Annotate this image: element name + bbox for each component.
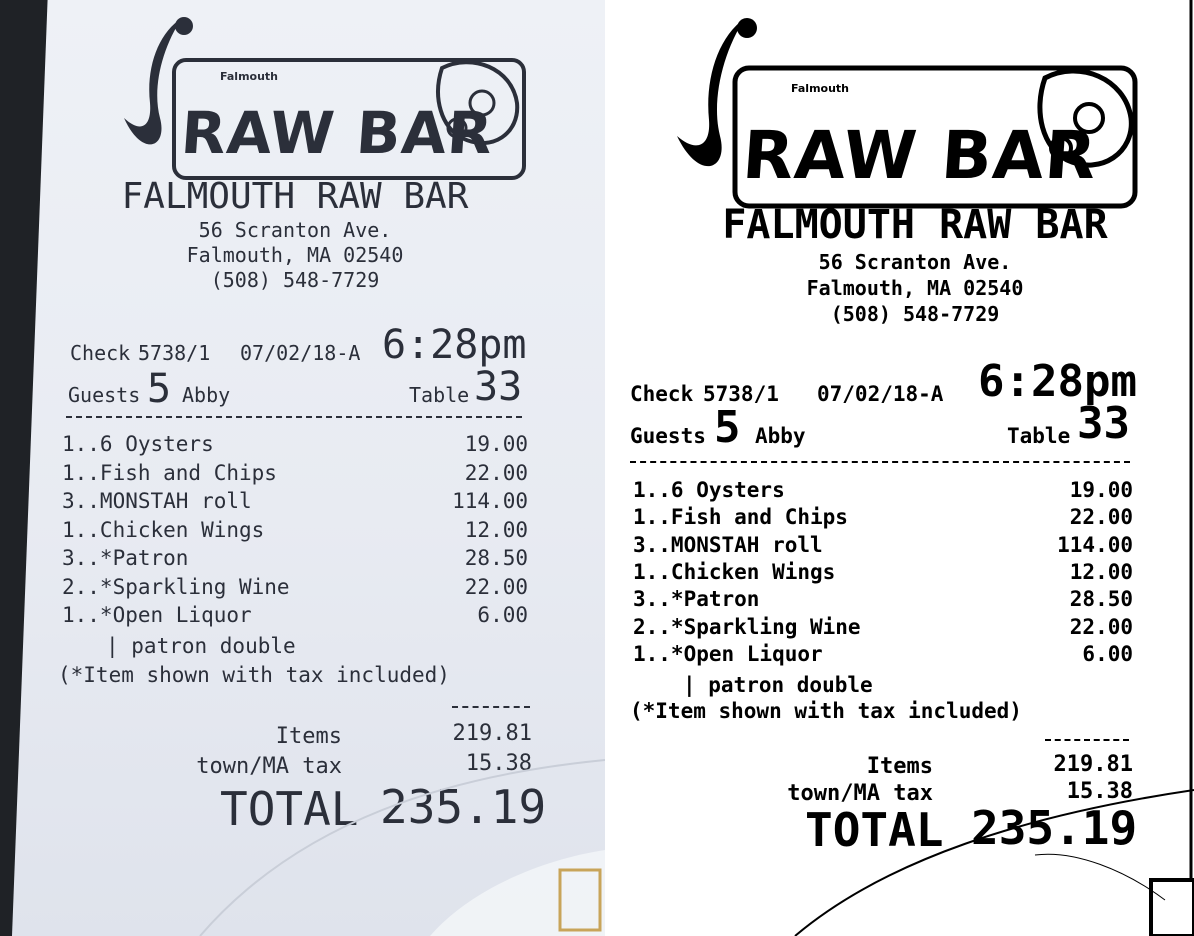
receipt-scan-panel [605,0,1194,936]
line-item-amount: 22.00 [1069,505,1133,530]
logo-big-text: RAW BAR [178,99,496,167]
business-name: FALMOUTH RAW BAR [722,202,1108,248]
receipt-scan [605,0,1194,936]
line-item-amount: 12.00 [1069,559,1133,584]
line-item-description: 3..MONSTAH roll [62,489,252,513]
line-item-description: 1..6 Oysters [633,478,785,502]
phone-number: (508) 548-7729 [210,268,380,292]
address-line2: Falmouth, MA 02540 [186,243,404,267]
items-amount: 219.81 [452,721,532,746]
line-item [62,575,528,599]
items-amount: 219.81 [1053,752,1133,777]
line-item-description: 1..6 Oysters [62,432,214,456]
server-name: Abby [182,383,231,407]
line-item-amount: 19.00 [1069,478,1133,502]
line-item-description: 3..*Patron [633,587,760,612]
table-number: 33 [474,364,523,410]
line-item-amount: 114.00 [452,489,528,513]
mermaid-lobster-logo-icon [665,10,1145,210]
total-label: TOTAL [805,803,944,857]
check-time: 6:28pm [978,356,1137,407]
separator-line [66,416,522,418]
line-item-amount: 6.00 [1082,641,1133,666]
guests-label: Guests [68,383,141,407]
line-item-description: 1..*Open Liquor [62,603,252,627]
table-number: 33 [1077,398,1130,449]
tax-note: (*Item shown with tax included) [630,699,1022,723]
line-item [633,642,1133,666]
line-item [633,587,1133,611]
line-item [633,478,1133,502]
total-label: TOTAL [220,782,359,836]
line-item-amount: 22.00 [464,460,528,485]
tax-label: town/MA tax [196,754,342,779]
separator-line [630,461,1130,463]
guests-count: 5 [714,402,741,453]
business-name: FALMOUTH RAW BAR [121,176,469,217]
line-item [62,546,528,570]
logo-small-text: Falmouth [791,82,850,95]
line-item-description: 2..*Sparkling Wine [633,614,861,639]
subtotal-separator [1045,739,1129,741]
guests-count: 5 [147,366,172,412]
line-item-amount: 28.50 [464,546,528,570]
check-number: 5738/1 [703,382,779,406]
line-item-amount: 19.00 [464,432,528,456]
check-date: 07/02/18-A [817,382,944,406]
line-item-description: 1..*Open Liquor [633,641,823,666]
table-label: Table [1007,424,1071,448]
tax-label: town/MA tax [787,781,933,806]
line-item-amount: 114.00 [1057,532,1133,557]
check-time: 6:28pm [382,322,527,368]
line-item [62,461,528,485]
line-item-amount: 22.00 [464,574,528,599]
phone-number: (508) 548-7729 [830,302,1000,326]
line-item [633,615,1133,639]
line-item [633,560,1133,584]
line-item-amount: 28.50 [1069,587,1133,612]
tax-amount: 15.38 [465,751,532,776]
items-label: Items [275,724,342,749]
item-note: | patron double [106,634,296,658]
line-item [62,432,528,456]
guests-label: Guests [630,424,706,448]
line-item-amount: 12.00 [464,517,528,542]
check-label: Check [630,382,694,406]
items-label: Items [866,754,933,779]
address-line1: 56 Scranton Ave. [818,250,1012,274]
subtotal-separator [452,706,530,708]
address-line2: Falmouth, MA 02540 [806,276,1024,300]
line-item-description: 3..MONSTAH roll [633,532,823,557]
line-item-description: 1..Fish and Chips [62,460,277,485]
check-date: 07/02/18-A [240,341,361,365]
raw-bar-logo [112,8,532,183]
tax-note: (*Item shown with tax included) [58,663,450,687]
total-amount: 235.19 [380,780,547,834]
line-item-description: 1..Chicken Wings [633,559,836,584]
mermaid-lobster-logo-icon [112,8,532,183]
line-item [62,603,528,627]
raw-bar-logo [665,10,1145,210]
line-item-description: 3..*Patron [62,546,189,570]
line-item-description: 1..Fish and Chips [633,505,848,530]
check-number: 5738/1 [138,341,211,365]
line-item-amount: 22.00 [1069,614,1133,639]
total-amount: 235.19 [971,801,1138,855]
logo-big-text: RAW BAR [740,117,1100,194]
line-item-description: 1..Chicken Wings [62,517,265,542]
line-item-amount: 6.00 [477,603,528,627]
server-name: Abby [755,424,806,448]
line-item [62,489,528,513]
line-item [633,505,1133,529]
line-item-description: 2..*Sparkling Wine [62,574,290,599]
check-label: Check [70,341,131,365]
logo-small-text: Falmouth [220,70,279,83]
tax-amount: 15.38 [1066,779,1133,804]
line-item [62,518,528,542]
table-label: Table [409,383,470,407]
line-item [633,533,1133,557]
address-line1: 56 Scranton Ave. [198,218,392,242]
item-note: | patron double [683,673,873,697]
